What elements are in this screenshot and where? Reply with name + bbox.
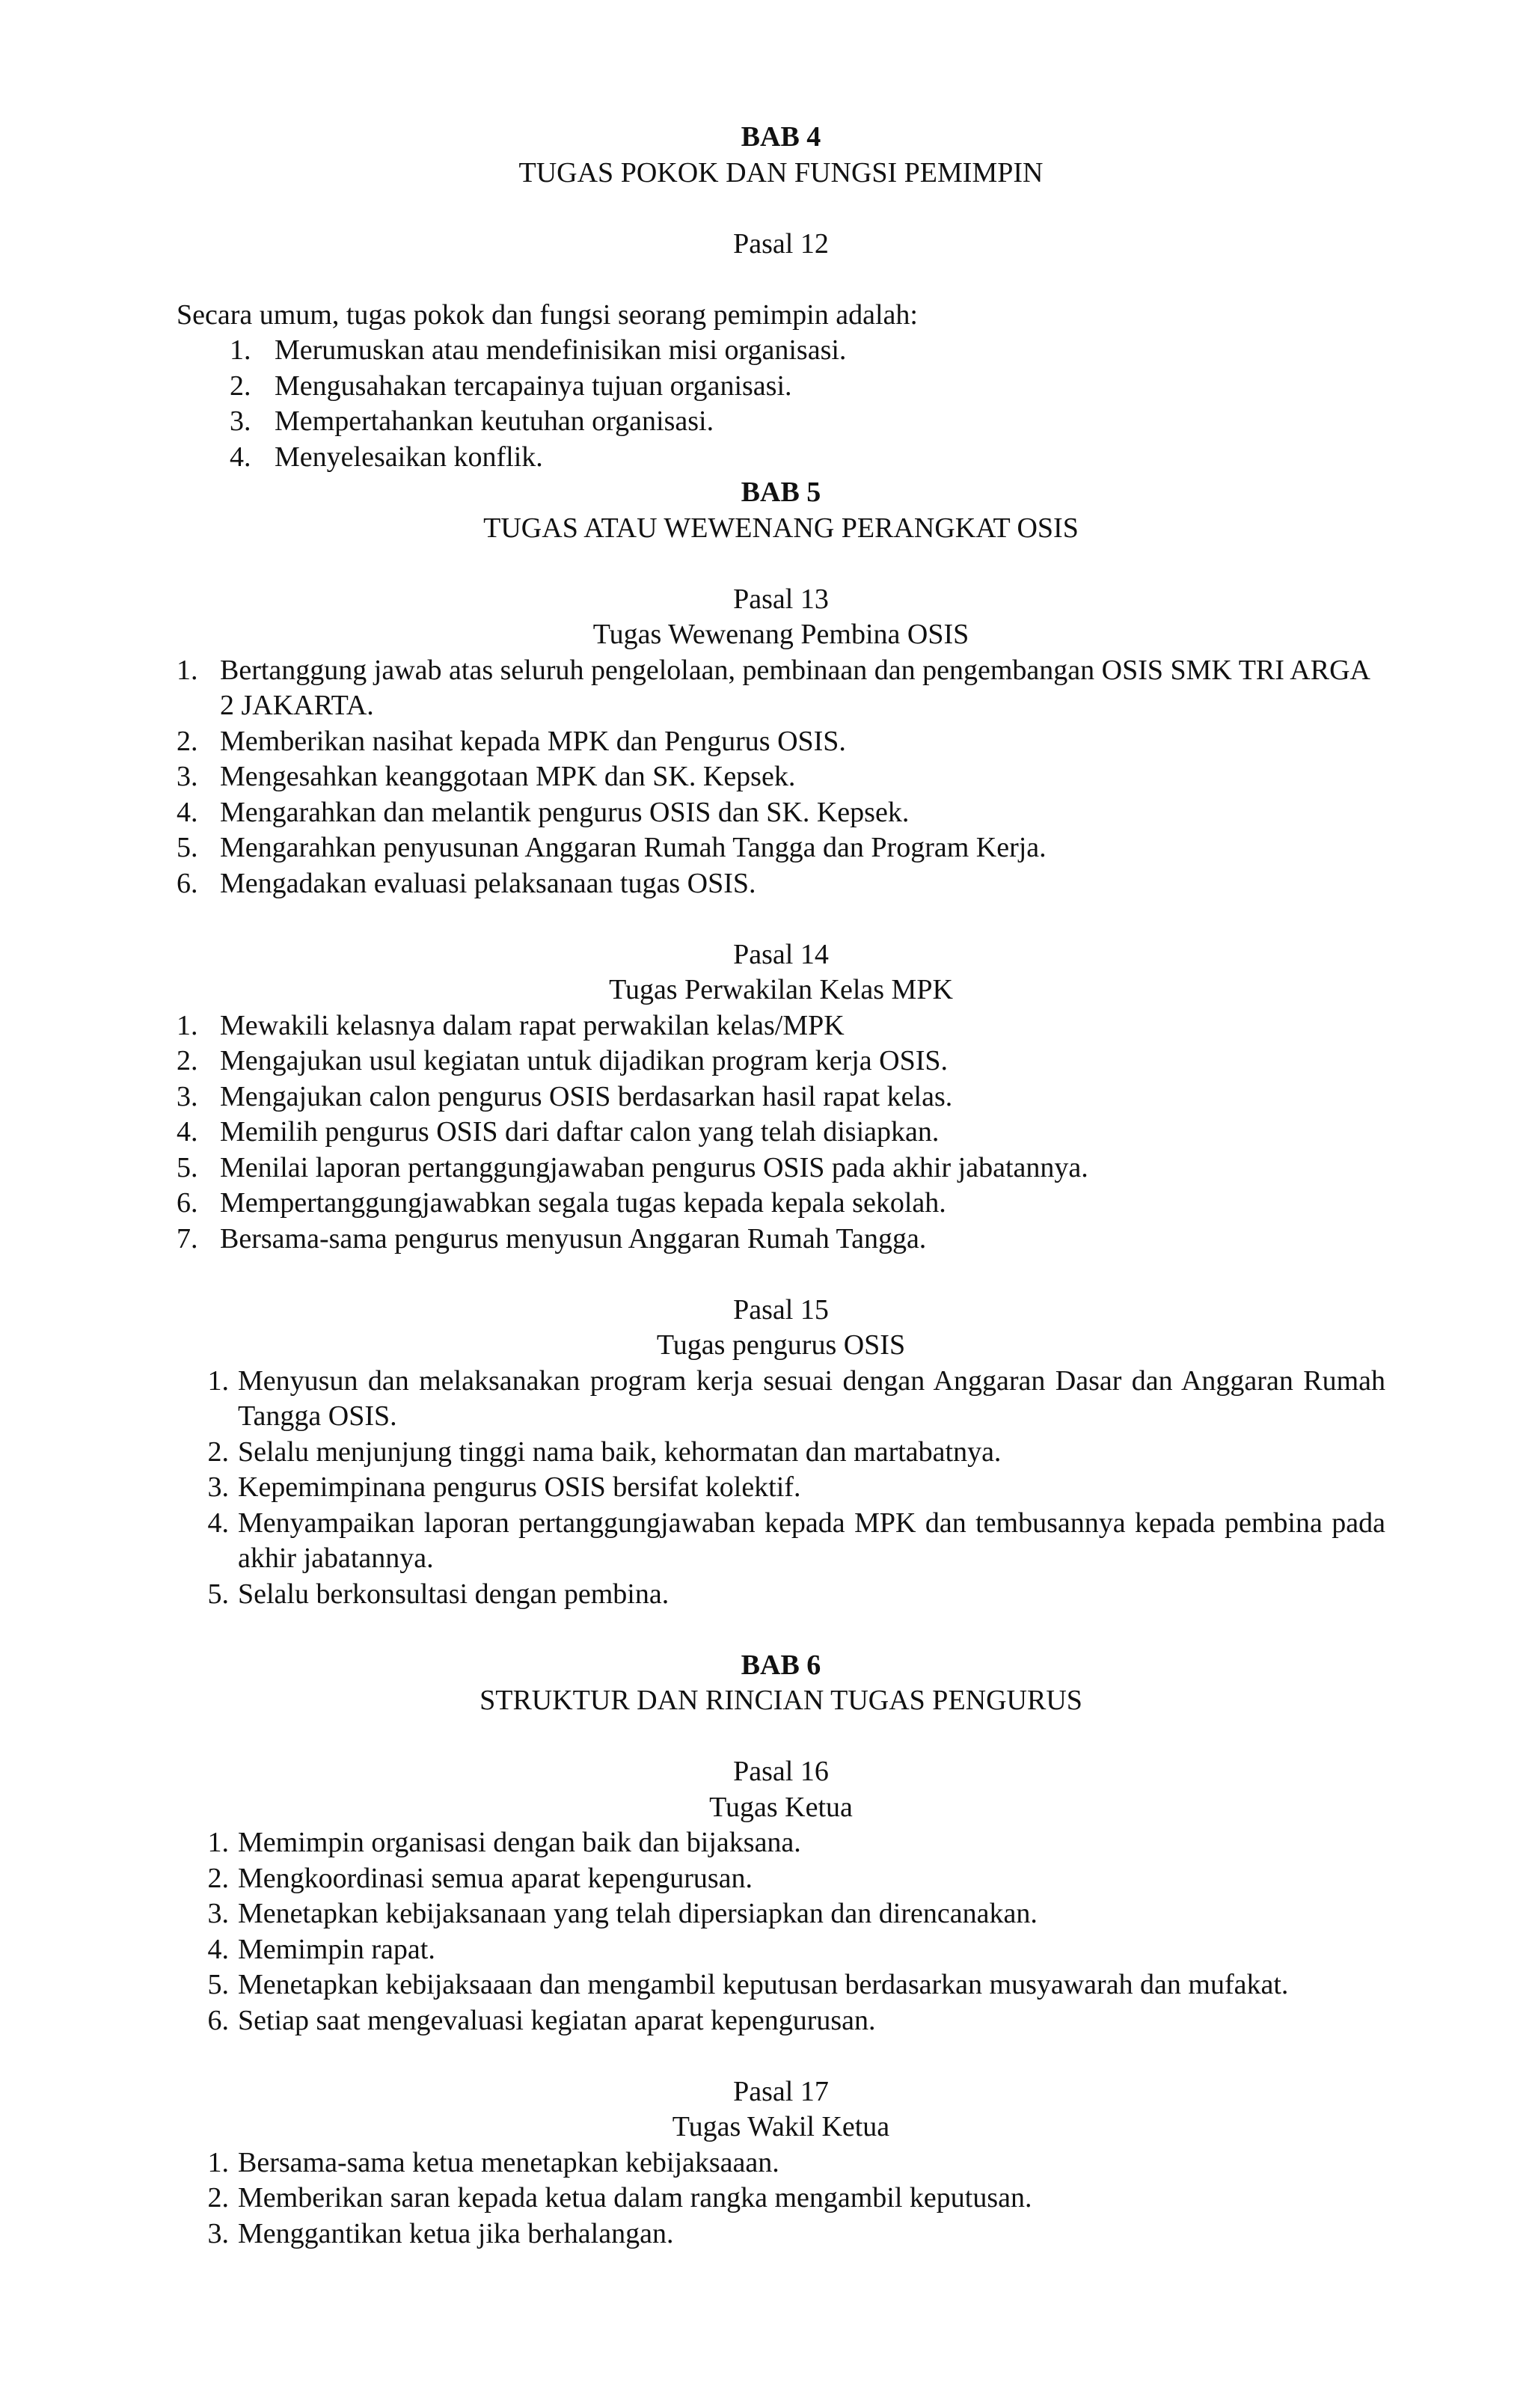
list-number: 6.: [177, 1187, 198, 1219]
bab6-heading: BAB 6: [741, 1649, 821, 1681]
list-number-text: 1.: [207, 1364, 229, 1397]
list-item: [207, 1577, 1385, 1613]
list-number: 1.: [177, 1009, 198, 1041]
list-item-text: Mengarahkan penyusunan Anggaran Rumah Tangga dan Program Kerja.: [220, 832, 1047, 863]
list-item-text: Mengadakan evaluasi pelaksanaan tugas OSIS.: [220, 867, 756, 899]
pasal-14-list: [177, 1008, 1385, 1257]
list-item-text: Mewakili kelasnya dalam rapat perwakilan kelas/MPK: [220, 1009, 845, 1041]
list-number: 6.: [177, 867, 198, 899]
list-number: [177, 1577, 233, 1613]
list-item-text: Menyampaikan laporan pertanggungjawaban kepada MPK dan tembusannya kepada pembina pada akhir jabatannya.: [238, 1507, 1385, 1574]
list-item-text: Mengajukan usul kegiatan untuk dijadikan program kerja OSIS.: [220, 1045, 949, 1076]
list-item: [177, 653, 1385, 724]
list-item: [177, 866, 1385, 902]
list-item-text: Mengajukan calon pengurus OSIS berdasarkan hasil rapat kelas.: [220, 1080, 953, 1112]
list-item: [207, 1896, 1385, 1932]
list-item-text: Bersama-sama pengurus menyusun Anggaran Rumah Tangga.: [220, 1222, 927, 1254]
list-item-text: Kepemimpinana pengurus OSIS bersifat kolektif.: [238, 1471, 801, 1503]
pasal-15-heading: Pasal 15: [733, 1293, 829, 1326]
list-number: 5.: [177, 1151, 198, 1183]
list-item-text: Selalu berkonsultasi dengan pembina.: [238, 1578, 670, 1610]
list-number: 3.: [177, 1080, 198, 1112]
list-item: [230, 369, 1385, 405]
list-number: [177, 2181, 233, 2216]
spacer: [177, 2038, 1385, 2074]
list-item-text: Menyelesaikan konflik.: [275, 441, 543, 473]
list-item: [177, 1151, 1385, 1186]
bab5-title: TUGAS ATAU WEWENANG PERANGKAT OSIS: [483, 512, 1079, 544]
spacer: [177, 191, 1385, 227]
list-item: [177, 795, 1385, 831]
list-number: [177, 2216, 233, 2252]
pasal-16-heading: Pasal 16: [733, 1756, 829, 1787]
list-number: [177, 2145, 233, 2181]
list-number: 4.: [230, 441, 251, 473]
spacer: [177, 901, 1385, 937]
bab4-title: TUGAS POKOK DAN FUNGSI PEMIMPIN: [518, 156, 1044, 189]
list-number-text: 3.: [207, 1471, 229, 1503]
list-item-text: Selalu menjunjung tinggi nama baik, kehormatan dan martabatnya.: [238, 1436, 1002, 1468]
list-number: 4.: [177, 796, 198, 828]
list-number-text: 2.: [207, 1436, 229, 1468]
list-number: 4.: [177, 1116, 198, 1148]
list-item-text: Menetapkan kebijaksaaan dan mengambil keputusan berdasarkan musyawarah dan mufakat.: [238, 1969, 1289, 2000]
list-item: [177, 1008, 1385, 1044]
list-item: [177, 1222, 1385, 1257]
list-number: [177, 1364, 233, 1400]
list-item: [207, 2181, 1385, 2216]
list-number: 2.: [230, 370, 251, 402]
list-item-text: Memilih pengurus OSIS dari daftar calon yang telah disiapkan.: [220, 1116, 940, 1148]
list-number: [177, 1932, 233, 1968]
list-item: [207, 1825, 1385, 1861]
list-item-text: Mempertanggungjawabkan segala tugas kepada kepala sekolah.: [220, 1187, 946, 1219]
list-number-text: 1.: [207, 2146, 229, 2178]
list-number: 5.: [177, 832, 198, 863]
list-number: [177, 1506, 233, 1542]
list-item-text: Merumuskan atau mendefinisikan misi organisasi.: [275, 334, 847, 366]
pasal-16-subtitle: Tugas Ketua: [709, 1791, 853, 1823]
list-item: [207, 1506, 1385, 1577]
list-item: [177, 1079, 1385, 1115]
pasal-15-list: [177, 1364, 1385, 1613]
list-number: 7.: [177, 1222, 198, 1254]
pasal-17-heading: Pasal 17: [733, 2075, 829, 2107]
list-number: [177, 2003, 233, 2039]
pasal-14-heading: Pasal 14: [733, 938, 829, 970]
list-number: 1.: [177, 654, 198, 686]
pasal-13-list: [177, 653, 1385, 902]
list-item: [207, 1861, 1385, 1897]
list-number-text: 1.: [207, 1827, 229, 1858]
pasal-17-subtitle: Tugas Wakil Ketua: [672, 2111, 890, 2142]
pasal-12-heading: Pasal 12: [733, 227, 829, 260]
pasal-16-list: [177, 1825, 1385, 2038]
list-number: [177, 1435, 233, 1471]
list-number-text: 3.: [207, 1898, 229, 1929]
list-number: 2.: [177, 1045, 198, 1076]
list-item: [177, 759, 1385, 795]
list-item-text: Mempertahankan keutuhan organisasi.: [275, 405, 714, 437]
bab5-heading: BAB 5: [741, 477, 821, 508]
list-item-text: Bersama-sama ketua menetapkan kebijaksaaan.: [238, 2146, 779, 2178]
list-item: [207, 1470, 1385, 1506]
list-item: [207, 2145, 1385, 2181]
pasal-17-list: [177, 2145, 1385, 2252]
list-item-text: Memimpin rapat.: [238, 1933, 435, 1965]
list-item: [177, 830, 1385, 866]
list-item: [230, 440, 1385, 476]
list-number-text: 5.: [207, 1969, 229, 2000]
list-item-text: Setiap saat mengevaluasi kegiatan aparat kepengurusan.: [238, 2004, 876, 2036]
list-item-text: Memimpin organisasi dengan baik dan bijaksana.: [238, 1827, 801, 1858]
list-item: [177, 1186, 1385, 1222]
list-item-text: Mengesahkan keanggotaan MPK dan SK. Kepsek.: [220, 761, 796, 792]
list-item-text: Memberikan saran kepada ketua dalam rangka mengambil keputusan.: [238, 2182, 1032, 2214]
pasal-12-intro: Secara umum, tugas pokok dan fungsi seorang pemimpin adalah:: [177, 298, 918, 331]
list-number: 1.: [230, 334, 251, 366]
spacer: [177, 1612, 1385, 1648]
list-number-text: 4.: [207, 1933, 229, 1965]
list-item-text: Mengarahkan dan melantik pengurus OSIS dan SK. Kepsek.: [220, 796, 910, 828]
list-number-text: 5.: [207, 1578, 229, 1610]
list-item: [207, 2216, 1385, 2252]
spacer: [177, 546, 1385, 582]
list-number: 3.: [230, 405, 251, 437]
spacer: [177, 1257, 1385, 1293]
pasal-14-subtitle: Tugas Perwakilan Kelas MPK: [609, 974, 953, 1005]
list-number-text: 2.: [207, 2182, 229, 2214]
list-item: [207, 2003, 1385, 2039]
list-item: [207, 1435, 1385, 1471]
list-item: [207, 1364, 1385, 1435]
bab6-title: STRUKTUR DAN RINCIAN TUGAS PENGURUS: [479, 1685, 1082, 1716]
list-number: [177, 1967, 233, 2003]
list-item: [207, 1932, 1385, 1968]
list-item-text: Mengusahakan tercapainya tujuan organisasi.: [275, 370, 792, 402]
list-number: [177, 1896, 233, 1932]
list-item-text: Menetapkan kebijaksanaan yang telah dipersiapkan dan direncanakan.: [238, 1898, 1038, 1929]
list-number: [177, 1470, 233, 1506]
list-item: [230, 333, 1385, 369]
pasal-13-heading: Pasal 13: [733, 583, 829, 615]
list-item-text: Menilai laporan pertanggungjawaban pengurus OSIS pada akhir jabatannya.: [220, 1151, 1088, 1183]
list-number: [177, 1861, 233, 1897]
list-number: 3.: [177, 761, 198, 792]
list-number: 2.: [177, 725, 198, 757]
spacer: [177, 262, 1385, 298]
list-item-text: Bertanggung jawab atas seluruh pengelolaan, pembinaan dan pengembangan OSIS SMK TRI ARGA 2 JAKARTA.: [220, 654, 1369, 721]
pasal-12-list: [177, 333, 1385, 475]
list-item: [230, 404, 1385, 440]
bab4-heading: BAB 4: [741, 121, 821, 153]
list-number-text: 4.: [207, 1507, 229, 1539]
document-body: [177, 120, 1385, 2252]
list-item: [207, 1967, 1385, 2003]
list-item: [177, 1115, 1385, 1151]
list-item-text: Menggantikan ketua jika berhalangan.: [238, 2217, 674, 2249]
pasal-13-subtitle: Tugas Wewenang Pembina OSIS: [592, 619, 969, 650]
list-number-text: 6.: [207, 2004, 229, 2036]
list-number-text: 2.: [207, 1862, 229, 1894]
list-item-text: Mengkoordinasi semua aparat kepengurusan.: [238, 1862, 753, 1894]
list-number: [177, 1825, 233, 1861]
list-number-text: 3.: [207, 2217, 229, 2249]
list-item: [177, 724, 1385, 760]
list-item: [177, 1044, 1385, 1079]
list-item-text: Memberikan nasihat kepada MPK dan Pengurus OSIS.: [220, 725, 846, 757]
spacer: [177, 1719, 1385, 1755]
list-item-text: Menyusun dan melaksanakan program kerja sesuai dengan Anggaran Dasar dan Anggaran Rumah Tangga OSIS.: [238, 1364, 1385, 1432]
pasal-15-subtitle: Tugas pengurus OSIS: [656, 1329, 906, 1361]
